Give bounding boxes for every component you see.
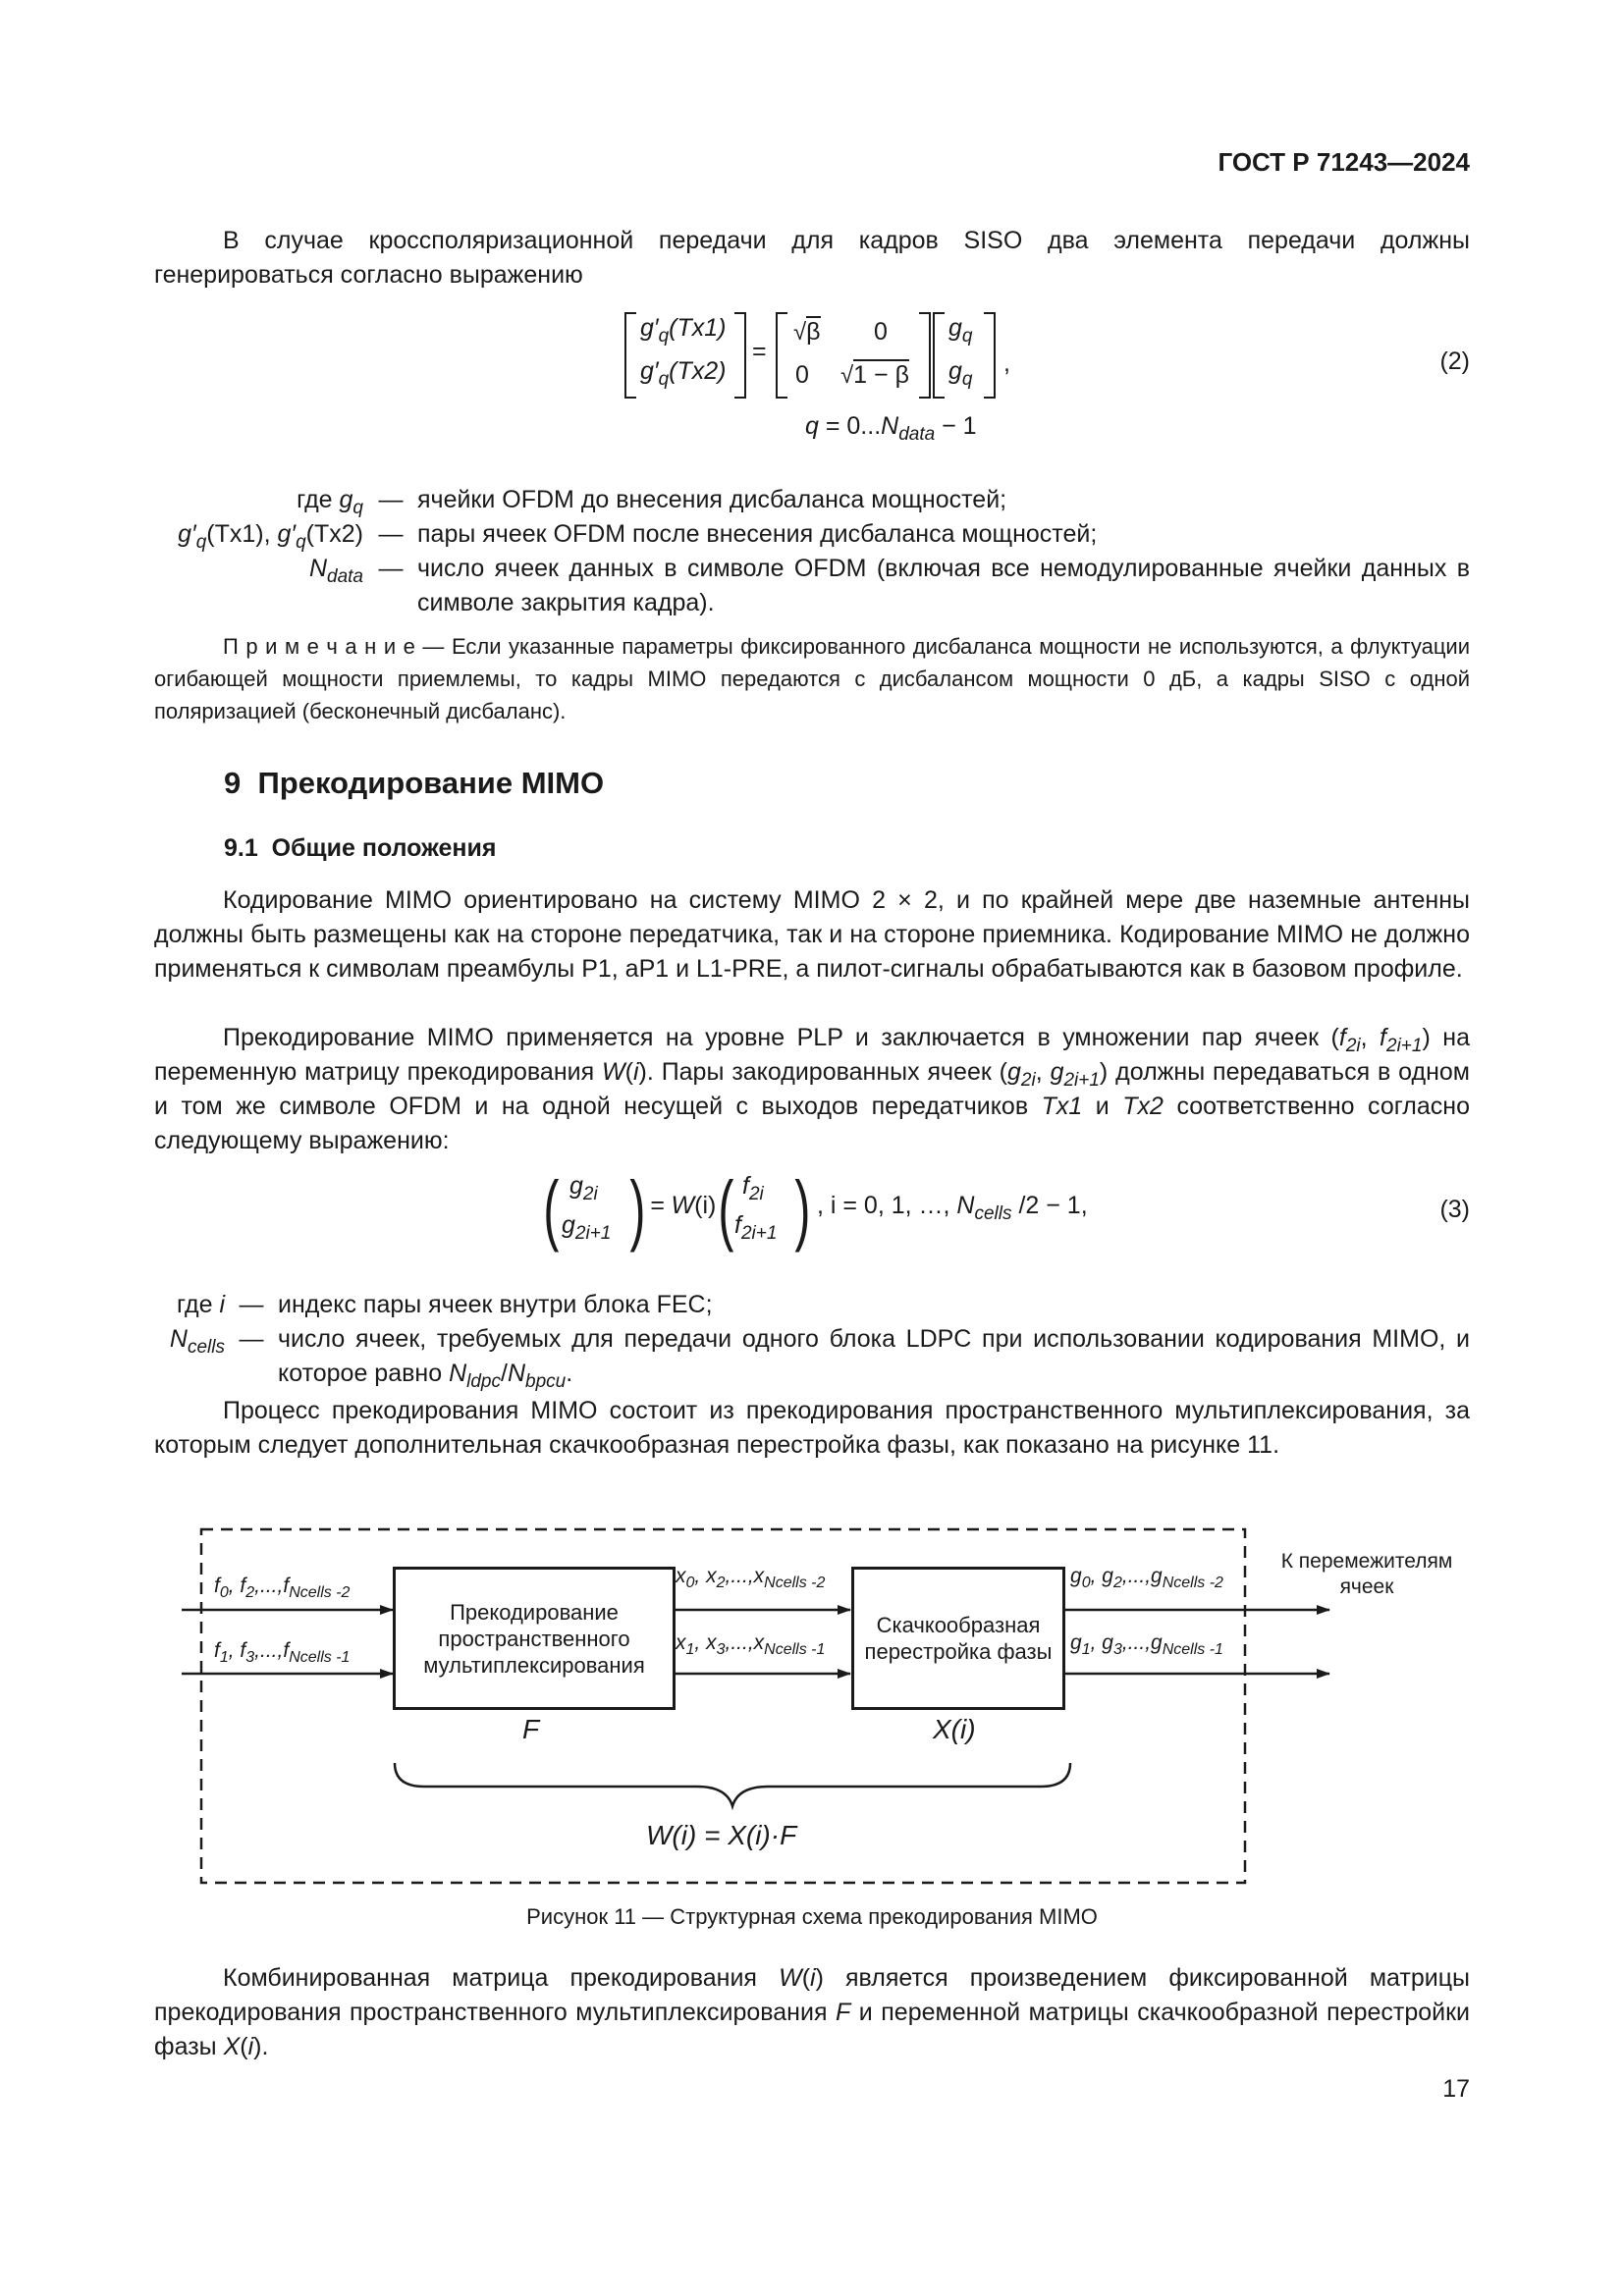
- def-text-ncells: число ячеек, требуемых для передачи одного блока LDPC при использовании кодирования MIMO, и которое равно $N_{ldpc}/N_{bpcu}$.: [278, 1325, 1470, 1392]
- block-phase-hopping: Скачкообразная перестройка фазы: [851, 1567, 1065, 1710]
- label-output-top: $g_0$, $g_2,...,g_{Ncells -2}$: [1070, 1565, 1223, 1592]
- def-text-gprime: пары ячеек OFDM после внесения дисбаланса мощностей;: [417, 520, 1098, 548]
- curly-brace: [395, 1763, 1070, 1806]
- section-heading: 9 Прекодирование MIMO: [224, 766, 605, 800]
- subsection-heading: 9.1 Общие положения: [224, 834, 497, 862]
- document-code: ГОСТ Р 71243—2024: [1218, 147, 1470, 177]
- def-dash: —: [378, 555, 404, 582]
- def-term-i: где i: [177, 1291, 225, 1318]
- note: [154, 630, 1470, 727]
- label-output-bottom: $g_1$, $g_3,...,g_{Ncells -1}$: [1070, 1631, 1223, 1659]
- def-dash: —: [239, 1291, 264, 1318]
- label-input-top: $f_0$, $f_2,...,f_{Ncells -2}$: [214, 1575, 351, 1602]
- figure-11: [147, 1520, 1483, 1893]
- def-term-gq: где $g_q$: [297, 486, 363, 518]
- note-text: — Если указанные параметры фиксированного дисбаланса мощности не используются, а флуктуации огибающей мощности приемлемы, то кадры MIMO передаются с дисбалансом мощности 0 дБ, а кадры SISO с одной поляризацией (бесконечный дисбаланс).: [154, 634, 1470, 723]
- label-matrix-x: X(i): [933, 1714, 976, 1744]
- equation-2-number: (2): [1439, 347, 1470, 375]
- paragraph-3: Процесс прекодирования MIMO состоит из прекодирования пространственного мультиплексирования, за которым следует дополнительная скачкообразная перестройка фазы, как показано на рисунке 11.: [154, 1397, 1470, 1459]
- label-mid-top: $x_0$, $x_2,...,x_{Ncells -2}$: [676, 1565, 826, 1592]
- def-term-ndata: $N_{data}$: [308, 555, 363, 587]
- note-label: П р и м е ч а н и е: [223, 634, 415, 659]
- def-text-i: индекс пары ячеек внутри блока FEC;: [278, 1291, 713, 1318]
- paragraph-4: Комбинированная матрица прекодирования W(i) является произведением фиксированной матрицы прекодирования пространственного мультиплексирования F и переменной матрицы скачкообразной перестройки фазы X(i).: [154, 1964, 1470, 2060]
- def-dash: —: [378, 486, 404, 513]
- block-spatial-multiplexing: Прекодирование пространственного мультиплексирования: [393, 1567, 676, 1710]
- sqrt-symbol: √: [840, 362, 854, 389]
- intro-paragraph: В случае кроссполяризационной передачи для кадров SISO два элемента передачи должны генерироваться согласно выражению: [154, 227, 1470, 289]
- paragraph-1: Кодирование MIMO ориентировано на систему MIMO 2 × 2, и по крайней мере две наземные антенны должны быть размещены как на стороне передатчика, так и на стороне приемника. Кодирование MIMO не должно применяться к символам преамбулы P1, aP1 и L1-PRE, а пилот-сигналы обрабатываются как в базовом профиле.: [154, 886, 1470, 983]
- def-term-gprime: $g'_q(Tx1)$, $g'_q(Tx2)$: [178, 520, 363, 553]
- page-number: 17: [1442, 2075, 1470, 2103]
- label-matrix-f: F: [522, 1714, 540, 1744]
- label-output-destination: К перемежителям ячеек: [1280, 1550, 1453, 1598]
- equation-3-number: (3): [1439, 1196, 1470, 1223]
- sqrt-symbol: √: [793, 319, 807, 346]
- def-dash: —: [378, 520, 404, 548]
- def-term-ncells: $N_{cells}$: [169, 1325, 225, 1358]
- equation-3: ( $g_{2i}$ $g_{2i+1}$ ) = W(i) ( $f_{2i}$ $f_{2i+1}$ ) , i = 0, 1, …, $N_{cells}$ /2 − 1,: [543, 1165, 1088, 1253]
- paragraph-2: Прекодирование MIMO применяется на уровне PLP и заключается в умножении пар ячеек ($f_{2i}$, $f_{2i+1}$) на переменную матрицу прекодирования W(i). Пары закодированных ячеек ($g_{2i}$, $g_{2i+1}$) должны передаваться в одном и том же символе OFDM и на одной несущей с выходов передатчиков Tx1 и Tx2 соответственно согласно следующему выражению:: [154, 1024, 1470, 1154]
- def-dash: —: [239, 1325, 264, 1353]
- label-mid-bottom: $x_1$, $x_3,...,x_{Ncells -1}$: [676, 1631, 826, 1659]
- figure-caption: Рисунок 11 — Структурная схема прекодирования MIMO: [526, 1904, 1098, 1929]
- label-combined-formula: W(i) = X(i)·F: [646, 1820, 797, 1850]
- label-input-bottom: $f_1$, $f_3,...,f_{Ncells -1}$: [214, 1639, 351, 1667]
- equation-2: $g'_q(Tx1)$ $g'_q(Tx2)$ = √β 0 0 √1 − β $g_q$ $g_q$ , $q = 0...N_{data} - 1$: [619, 310, 1031, 448]
- def-text-gq: ячейки OFDM до внесения дисбаланса мощностей;: [417, 486, 1007, 513]
- def-text-ndata: число ячеек данных в символе OFDM (включая все немодулированные ячейки данных в символе закрытия кадра).: [417, 555, 1470, 616]
